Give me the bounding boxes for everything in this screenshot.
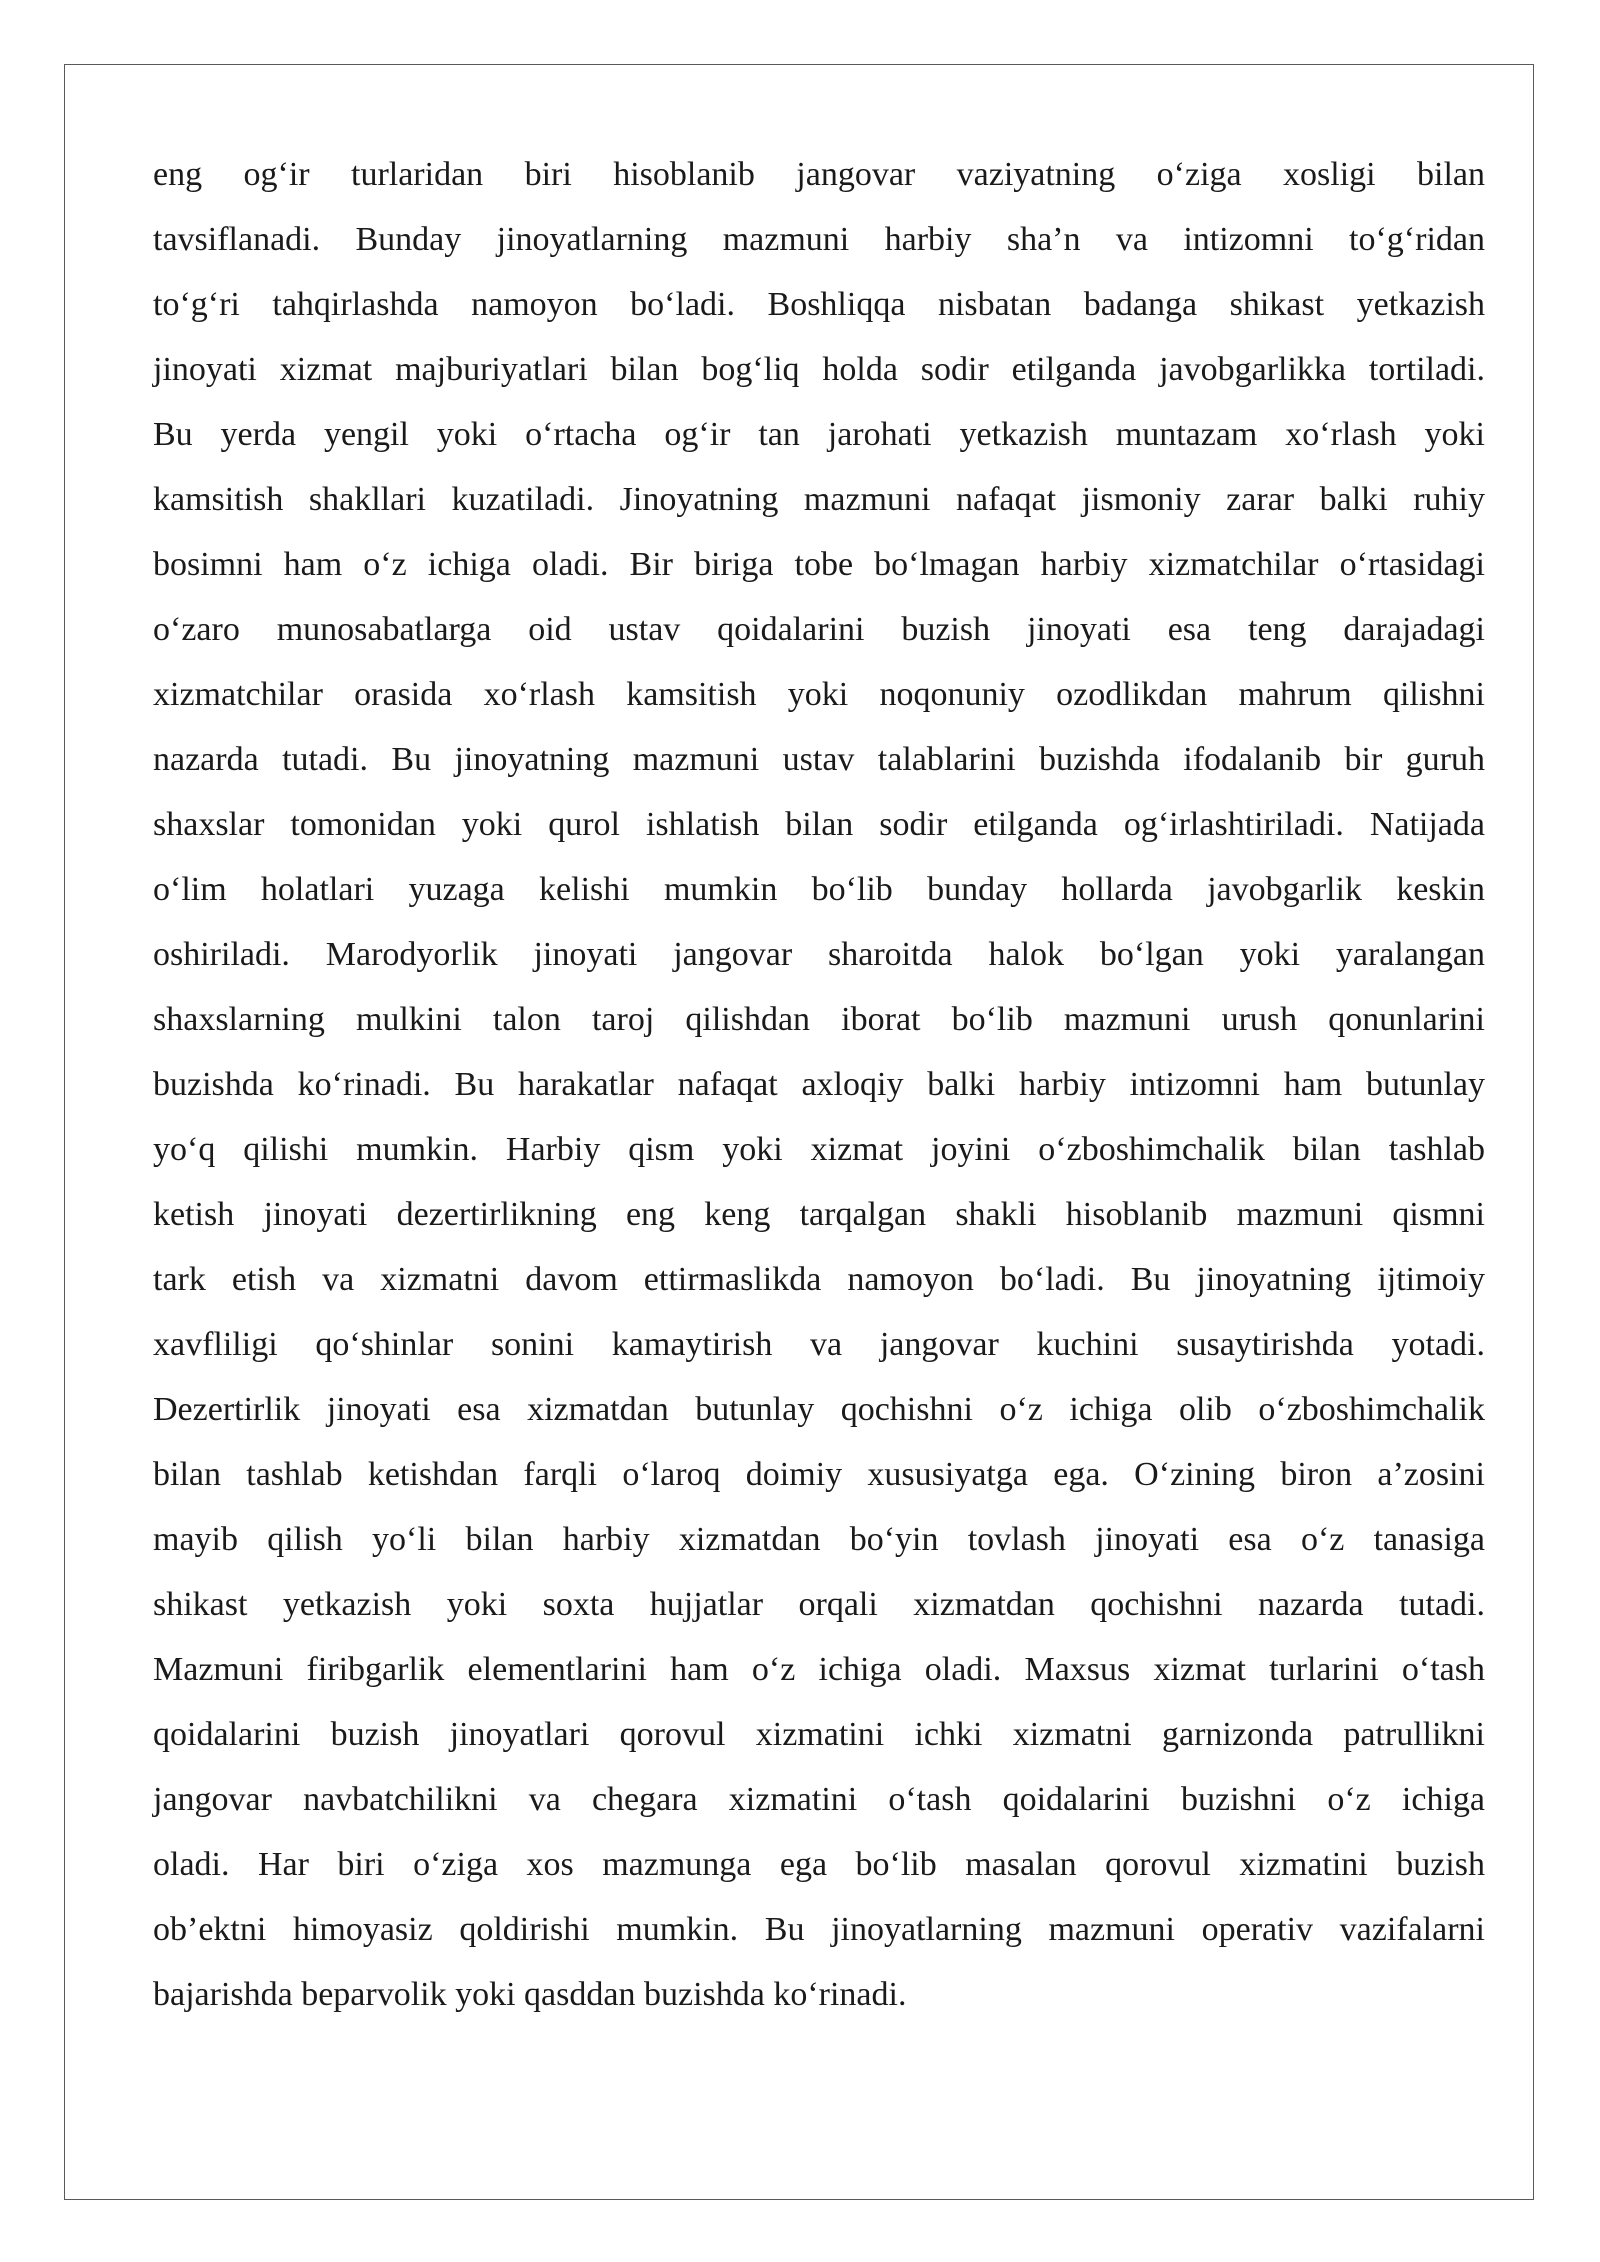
paragraph-line: jinoyati xizmat majburiyatlari bilan bog‘liq holda sodir etilganda javobgarlikka tortiladi. bbox=[153, 351, 1485, 388]
paragraph-line: ob’ektni himoyasiz qoldirishi mumkin. Bu jinoyatlarning mazmuni operativ vazifalarni bbox=[153, 1911, 1485, 1948]
paragraph-line: shikast yetkazish yoki soxta hujjatlar orqali xizmatdan qochishni nazarda tutadi. bbox=[153, 1586, 1485, 1623]
paragraph-line: mayib qilish yo‘li bilan harbiy xizmatdan bo‘yin tovlash jinoyati esa o‘z tanasiga bbox=[153, 1521, 1485, 1558]
paragraph-line: bajarishda beparvolik yoki qasddan buzishda ko‘rinadi. bbox=[153, 1976, 907, 2013]
paragraph-line: eng og‘ir turlaridan biri hisoblanib jangovar vaziyatning o‘ziga xosligi bilan bbox=[153, 156, 1485, 193]
paragraph-line: o‘zaro munosabatlarga oid ustav qoidalarini buzish jinoyati esa teng darajadagi bbox=[153, 611, 1485, 648]
paragraph-line: o‘lim holatlari yuzaga kelishi mumkin bo‘lib bunday hollarda javobgarlik keskin bbox=[153, 871, 1485, 908]
paragraph-line: oladi. Har biri o‘ziga xos mazmunga ega bo‘lib masalan qorovul xizmatini buzish bbox=[153, 1846, 1485, 1883]
paragraph-line: ketish jinoyati dezertirlikning eng keng tarqalgan shakli hisoblanib mazmuni qismni bbox=[153, 1196, 1485, 1233]
paragraph-line: buzishda ko‘rinadi. Bu harakatlar nafaqat axloqiy balki harbiy intizomni ham butunlay bbox=[153, 1066, 1485, 1103]
paragraph-line: xizmatchilar orasida xo‘rlash kamsitish yoki noqonuniy ozodlikdan mahrum qilishni bbox=[153, 676, 1485, 713]
paragraph-line: Bu yerda yengil yoki o‘rtacha og‘ir tan jarohati yetkazish muntazam xo‘rlash yoki bbox=[153, 416, 1485, 453]
paragraph-line: shaxslarning mulkini talon taroj qilishdan iborat bo‘lib mazmuni urush qonunlarini bbox=[153, 1001, 1485, 1038]
paragraph-line: to‘g‘ri tahqirlashda namoyon bo‘ladi. Boshliqqa nisbatan badanga shikast yetkazish bbox=[153, 286, 1485, 323]
paragraph-line: shaxslar tomonidan yoki qurol ishlatish bilan sodir etilganda og‘irlashtiriladi. Natijada bbox=[153, 806, 1485, 843]
paragraph-line: kamsitish shakllari kuzatiladi. Jinoyatning mazmuni nafaqat jismoniy zarar balki ruhiy bbox=[153, 481, 1485, 518]
paragraph-line: oshiriladi. Marodyorlik jinoyati jangovar sharoitda halok bo‘lgan yoki yaralangan bbox=[153, 936, 1485, 973]
paragraph-line: Dezertirlik jinoyati esa xizmatdan butunlay qochishni o‘z ichiga olib o‘zboshimchalik bbox=[153, 1391, 1485, 1428]
paragraph-line: Mazmuni firibgarlik elementlarini ham o‘z ichiga oladi. Maxsus xizmat turlarini o‘tash bbox=[153, 1651, 1485, 1688]
paragraph-line: tark etish va xizmatni davom ettirmaslikda namoyon bo‘ladi. Bu jinoyatning ijtimoiy bbox=[153, 1261, 1485, 1298]
paragraph-line: bilan tashlab ketishdan farqli o‘laroq doimiy xususiyatga ega. O‘zining biron a’zosini bbox=[153, 1456, 1485, 1493]
paragraph-line: yo‘q qilishi mumkin. Harbiy qism yoki xizmat joyini o‘zboshimchalik bilan tashlab bbox=[153, 1131, 1485, 1168]
body-text bbox=[153, 147, 1485, 2032]
paragraph-line: tavsiflanadi. Bunday jinoyatlarning mazmuni harbiy sha’n va intizomni to‘g‘ridan bbox=[153, 221, 1485, 258]
paragraph-line: xavfliligi qo‘shinlar sonini kamaytirish va jangovar kuchini susaytirishda yotadi. bbox=[153, 1326, 1485, 1363]
paragraph-line: bosimni ham o‘z ichiga oladi. Bir biriga tobe bo‘lmagan harbiy xizmatchilar o‘rtasidagi bbox=[153, 546, 1485, 583]
paragraph-line: nazarda tutadi. Bu jinoyatning mazmuni ustav talablarini buzishda ifodalanib bir guruh bbox=[153, 741, 1485, 778]
paragraph-line: jangovar navbatchilikni va chegara xizmatini o‘tash qoidalarini buzishni o‘z ichiga bbox=[153, 1781, 1485, 1818]
paragraph-line: qoidalarini buzish jinoyatlari qorovul xizmatini ichki xizmatni garnizonda patrullikni bbox=[153, 1716, 1485, 1753]
